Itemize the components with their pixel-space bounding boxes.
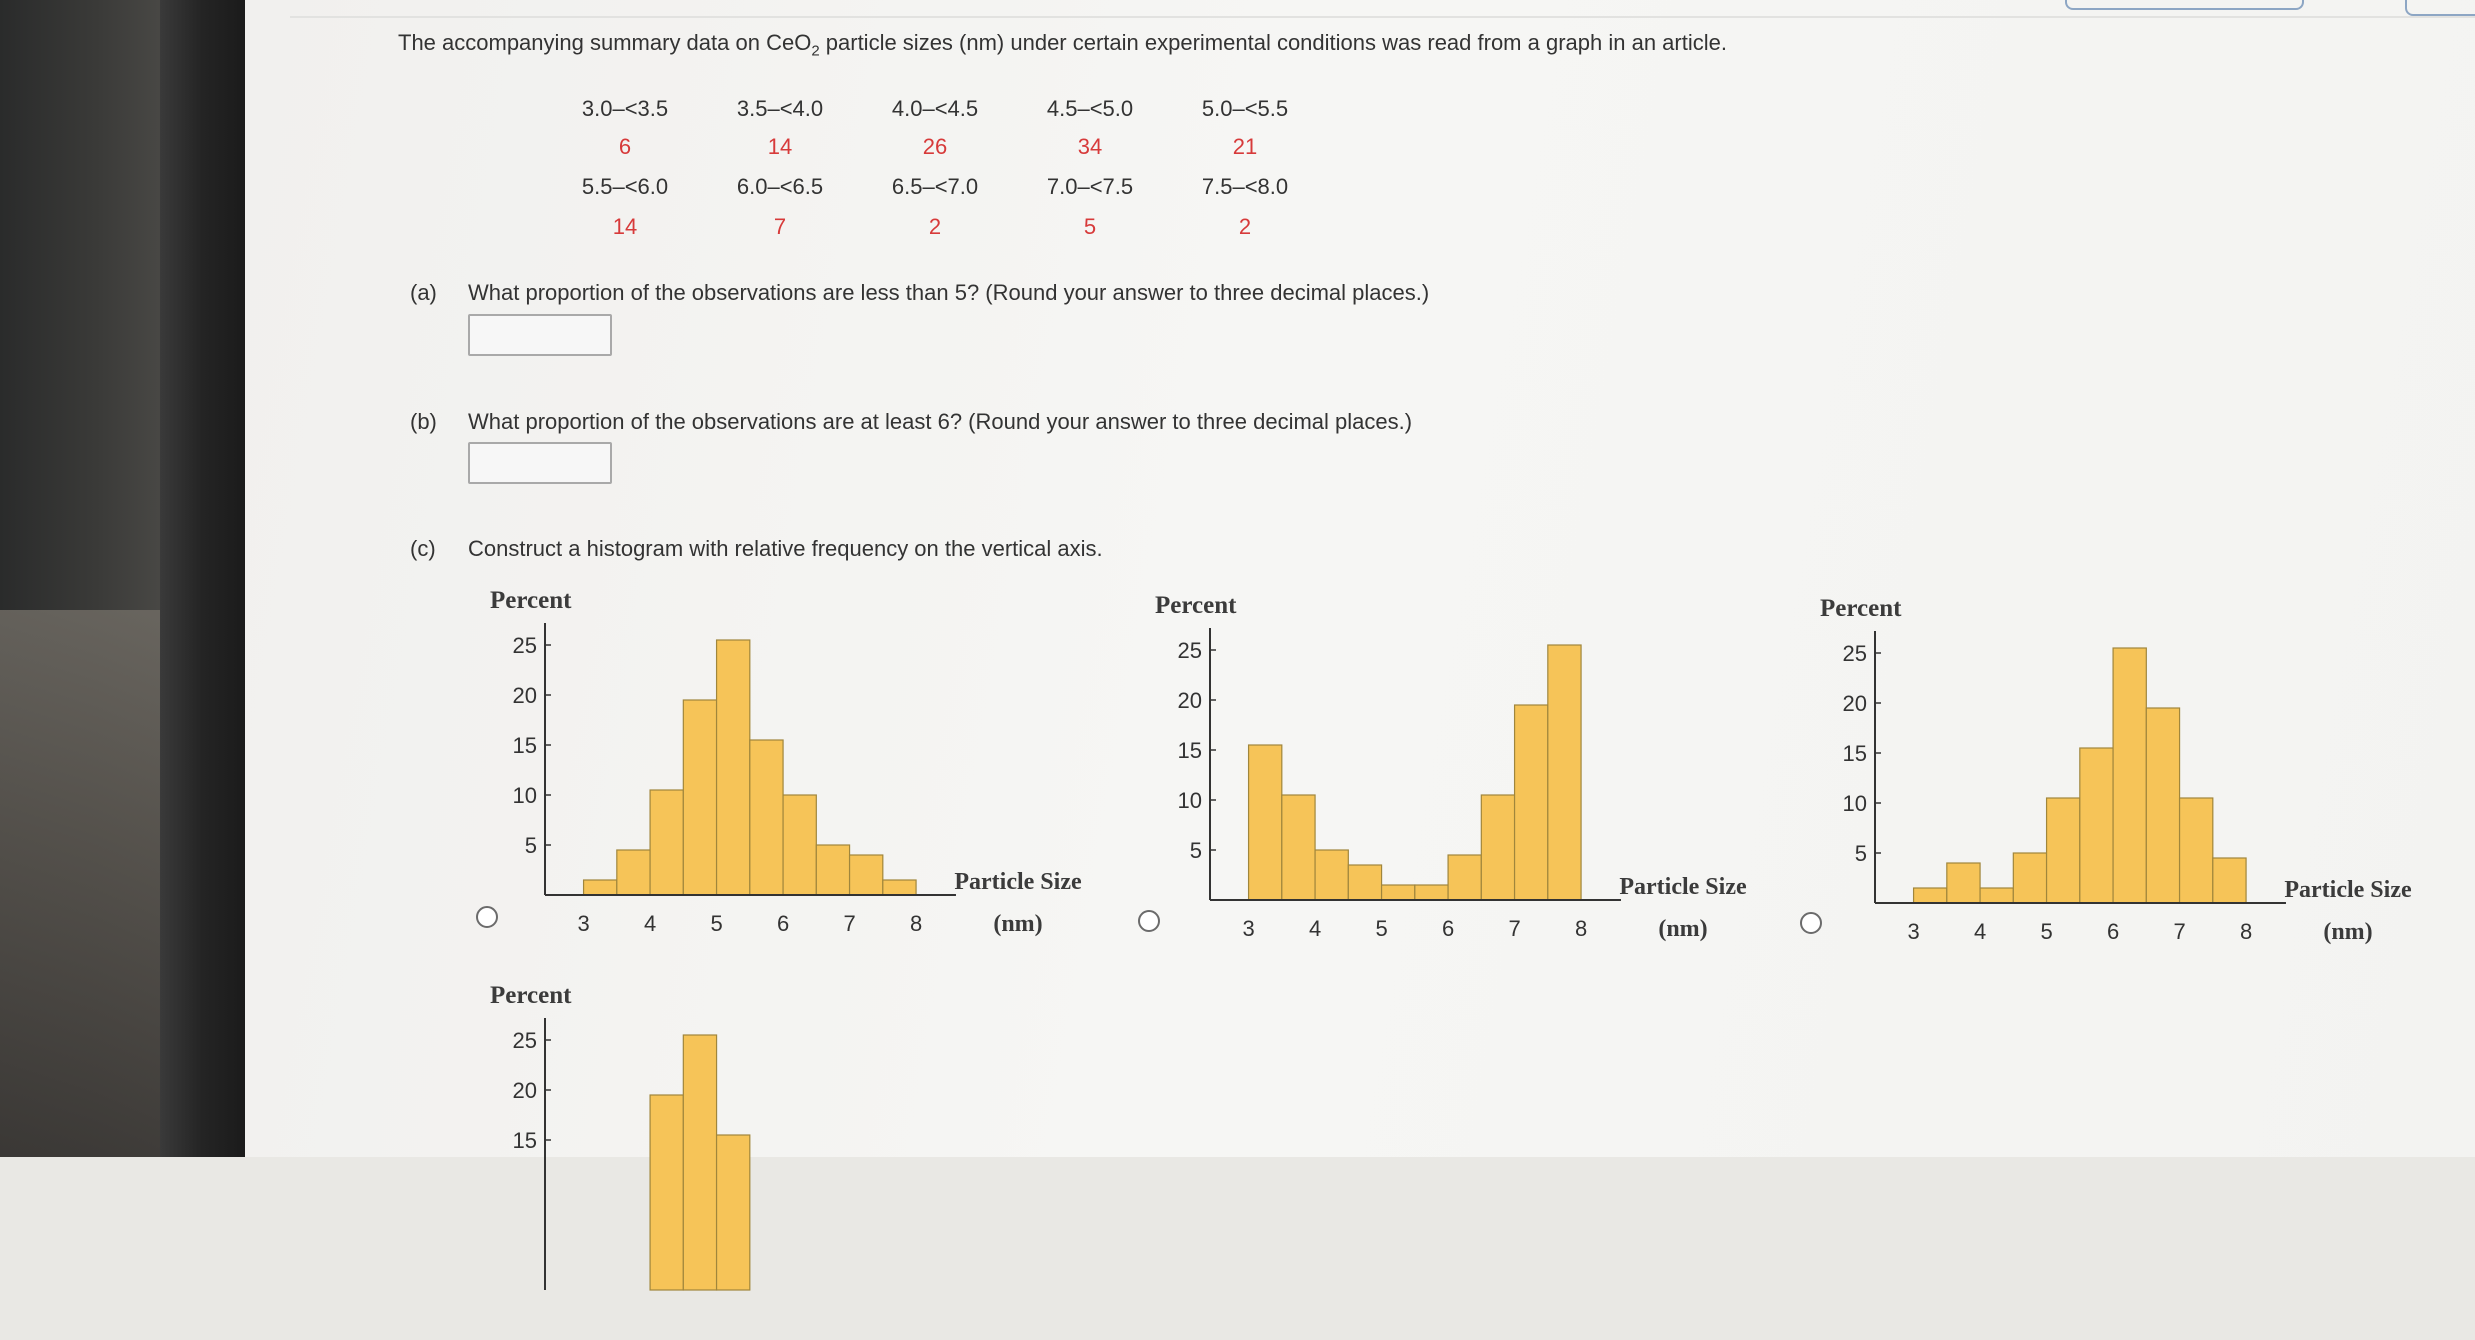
y-tick-label: 20: [512, 683, 537, 708]
histogram-svg: [470, 975, 1130, 1335]
y-tick-label: 20: [512, 1078, 537, 1103]
part-a-letter: (a): [410, 280, 437, 305]
histogram-bar: [617, 850, 650, 895]
intro-subscript: 2: [811, 42, 820, 60]
top-button-right[interactable]: [2405, 0, 2475, 16]
y-tick-label: 10: [1177, 788, 1202, 813]
y-tick-label: 15: [1177, 738, 1202, 763]
histogram-bar: [650, 1095, 683, 1290]
histogram-bar: [1515, 705, 1548, 900]
histogram-bar: [750, 740, 783, 895]
x-tick-label: 5: [2040, 919, 2053, 944]
part-c-text: Construct a histogram with relative frequency on the vertical axis.: [468, 536, 1103, 561]
interval-cell: 6.5–<7.0: [891, 174, 979, 199]
count-cell: 2: [1238, 214, 1252, 239]
histogram-bar: [783, 795, 816, 895]
count-cell: 26: [922, 134, 948, 159]
interval-cell: 4.0–<4.5: [891, 96, 979, 121]
interval-cell: 5.0–<5.5: [1201, 96, 1289, 121]
x-tick-label: 8: [909, 911, 923, 936]
interval-cell: 3.0–<3.5: [581, 96, 669, 121]
y-tick-label: 25: [1177, 638, 1202, 663]
y-axis-label: Percent: [1155, 592, 1237, 619]
histogram-bar: [2080, 748, 2113, 903]
y-tick-label: 15: [512, 1128, 537, 1153]
histogram-bar: [2213, 858, 2246, 903]
part-b-question: [410, 409, 1412, 435]
histogram-bar: [1348, 865, 1381, 900]
count-cell: 6: [618, 134, 632, 159]
interval-cell: 6.0–<6.5: [736, 174, 824, 199]
count-cell: 2: [928, 214, 942, 239]
part-a-question: [410, 280, 1429, 306]
histogram-option-2: [1135, 585, 1795, 950]
intro-text-pre: The accompanying summary data on CeO: [398, 30, 812, 55]
count-cell: 34: [1077, 134, 1103, 159]
y-axis-label: Percent: [1820, 595, 1902, 622]
histogram-bar: [1914, 888, 1947, 903]
part-a-text: What proportion of the observations are less than 5? (Round your answer to three decimal places.): [468, 280, 1430, 305]
question-intro: [398, 30, 1727, 59]
part-a-answer-input[interactable]: [468, 314, 612, 356]
top-button-left[interactable]: [2065, 0, 2304, 10]
histogram-bar: [584, 880, 617, 895]
intro-text-post: particle sizes (nm) under certain experimental conditions was read from a graph in an article.: [819, 30, 1727, 55]
part-b-letter: (b): [410, 409, 437, 434]
x-tick-label: 5: [1375, 916, 1388, 941]
x-tick-label: 6: [1441, 916, 1455, 941]
histogram-option-4: [470, 975, 1130, 1340]
histogram-bar: [1249, 745, 1282, 900]
histogram-bar: [1980, 888, 2013, 903]
part-b-text: What proportion of the observations are at least 6? (Round your answer to three decimal places.): [468, 409, 1413, 434]
y-axis-label: Percent: [490, 587, 572, 614]
x-tick-label: 6: [2106, 919, 2120, 944]
histogram-option-3-radio[interactable]: [1800, 912, 1822, 934]
histogram-bar: [816, 845, 849, 895]
histogram-bar: [650, 790, 683, 895]
y-tick-label: 5: [1189, 838, 1202, 863]
histogram-bar: [1481, 795, 1514, 900]
x-axis-unit: (nm): [993, 911, 1043, 937]
interval-cell: 3.5–<4.0: [736, 96, 824, 121]
histogram-bar: [717, 1135, 750, 1290]
background-surface: [0, 610, 175, 1157]
interval-cell: 4.5–<5.0: [1046, 96, 1134, 121]
interval-cell: 7.5–<8.0: [1201, 174, 1289, 199]
x-tick-label: 3: [1242, 916, 1255, 941]
header-divider: [290, 16, 2475, 18]
x-tick-label: 7: [1508, 916, 1521, 941]
x-tick-label: 8: [2239, 919, 2253, 944]
count-cell: 7: [773, 214, 787, 239]
part-c-letter: (c): [410, 536, 436, 561]
histogram-bar: [2013, 853, 2046, 903]
histogram-bar: [717, 640, 750, 895]
histogram-bar: [1548, 645, 1581, 900]
y-tick-label: 10: [512, 783, 537, 808]
histogram-bar: [2146, 708, 2179, 903]
histogram-option-2-radio[interactable]: [1138, 910, 1160, 932]
histogram-bar: [2180, 798, 2213, 903]
histogram-bar: [2047, 798, 2080, 903]
x-axis-label: Particle Size: [2284, 877, 2412, 903]
interval-cell: 5.5–<6.0: [581, 174, 669, 199]
x-tick-label: 4: [643, 911, 657, 936]
interval-cell: 7.0–<7.5: [1046, 174, 1134, 199]
histogram-svg: [1135, 585, 1795, 945]
histogram-bar: [1448, 855, 1481, 900]
x-tick-label: 3: [1907, 919, 1920, 944]
y-axis-label: Percent: [490, 982, 572, 1009]
x-tick-label: 6: [776, 911, 790, 936]
histogram-option-1-radio[interactable]: [476, 906, 498, 928]
histogram-bar: [883, 880, 916, 895]
y-tick-label: 25: [512, 633, 537, 658]
histogram-bar: [683, 700, 716, 895]
x-tick-label: 3: [577, 911, 590, 936]
y-tick-label: 20: [1842, 691, 1867, 716]
x-tick-label: 8: [1574, 916, 1588, 941]
histogram-bar: [850, 855, 883, 895]
histogram-svg: [470, 580, 1130, 940]
x-axis-label: Particle Size: [1619, 874, 1747, 900]
y-tick-label: 25: [1842, 641, 1867, 666]
y-tick-label: 20: [1177, 688, 1202, 713]
histogram-option-3: [1800, 588, 2460, 953]
histogram-bar: [1415, 885, 1448, 900]
histogram-bar: [1315, 850, 1348, 900]
count-cell: 21: [1232, 134, 1258, 159]
count-cell: 5: [1083, 214, 1097, 239]
y-tick-label: 25: [512, 1028, 537, 1053]
y-tick-label: 5: [1854, 841, 1867, 866]
x-axis-unit: (nm): [2323, 919, 2373, 945]
y-tick-label: 15: [1842, 741, 1867, 766]
x-tick-label: 7: [843, 911, 856, 936]
x-axis-label: Particle Size: [954, 869, 1082, 895]
bezel-edge: [160, 0, 245, 1157]
y-tick-label: 5: [524, 833, 537, 858]
x-axis-unit: (nm): [1658, 916, 1708, 942]
histogram-svg: [1800, 588, 2460, 948]
histogram-bar: [1282, 795, 1315, 900]
y-tick-label: 15: [512, 733, 537, 758]
x-tick-label: 5: [710, 911, 723, 936]
x-tick-label: 4: [1973, 919, 1987, 944]
x-tick-label: 7: [2173, 919, 2186, 944]
histogram-bar: [683, 1035, 716, 1290]
histogram-option-1: [470, 580, 1130, 945]
x-tick-label: 4: [1308, 916, 1322, 941]
count-cell: 14: [612, 214, 638, 239]
y-tick-label: 10: [1842, 791, 1867, 816]
count-cell: 14: [767, 134, 793, 159]
part-c-question: [410, 536, 1103, 562]
histogram-bar: [2113, 648, 2146, 903]
histogram-bar: [1947, 863, 1980, 903]
histogram-bar: [1382, 885, 1415, 900]
part-b-answer-input[interactable]: [468, 442, 612, 484]
